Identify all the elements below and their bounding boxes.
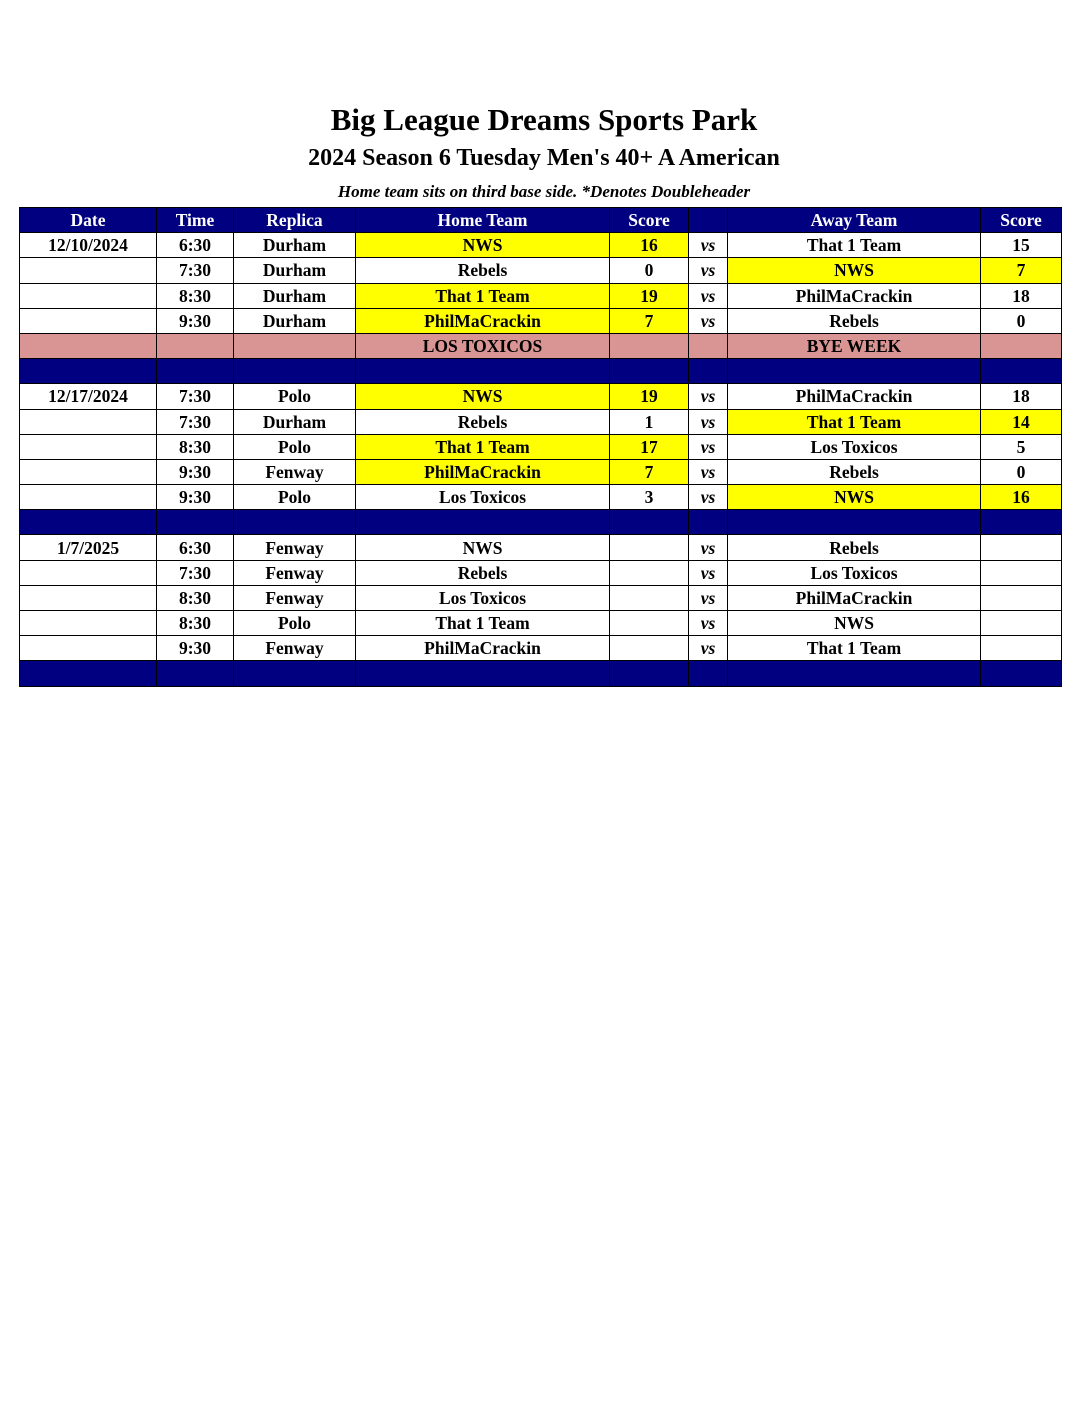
home-score: 0	[610, 258, 689, 283]
separator-cell	[610, 359, 689, 384]
away-score: 16	[981, 485, 1062, 510]
away-team: Los Toxicos	[728, 434, 981, 459]
home-team: PhilMaCrackin	[356, 308, 610, 333]
schedule-body	[20, 233, 1062, 686]
separator-cell	[728, 510, 981, 535]
header-date: Date	[20, 208, 157, 233]
home-score: 7	[610, 459, 689, 484]
separator-cell	[689, 661, 728, 686]
away-score: 18	[981, 283, 1062, 308]
page-title: Big League Dreams Sports Park	[330, 102, 758, 137]
game-time: 8:30	[157, 283, 234, 308]
game-field: Fenway	[234, 459, 356, 484]
game-date	[20, 409, 157, 434]
home-team: NWS	[356, 384, 610, 409]
game-time: 7:30	[157, 560, 234, 585]
game-date	[20, 308, 157, 333]
away-team: PhilMaCrackin	[728, 384, 981, 409]
home-score: 1	[610, 409, 689, 434]
home-score: 17	[610, 434, 689, 459]
game-time: 6:30	[157, 535, 234, 560]
table-header-row	[20, 208, 1062, 233]
home-score: 3	[610, 485, 689, 510]
away-score: 5	[981, 434, 1062, 459]
separator-cell	[689, 359, 728, 384]
game-date	[20, 434, 157, 459]
game-field: Fenway	[234, 535, 356, 560]
game-date	[20, 560, 157, 585]
vs-label: vs	[689, 308, 728, 333]
home-score	[610, 585, 689, 610]
away-score: 14	[981, 409, 1062, 434]
game-row	[20, 485, 1062, 510]
game-time: 8:30	[157, 585, 234, 610]
game-date	[20, 258, 157, 283]
separator-row	[20, 359, 1062, 384]
separator-cell	[728, 661, 981, 686]
away-team: That 1 Team	[728, 409, 981, 434]
schedule-table	[19, 207, 1062, 687]
game-row	[20, 434, 1062, 459]
game-field: Polo	[234, 384, 356, 409]
separator-cell	[20, 510, 157, 535]
game-row	[20, 308, 1062, 333]
vs-label: vs	[689, 434, 728, 459]
vs-label: vs	[689, 560, 728, 585]
bye-team: LOS TOXICOS	[356, 333, 610, 358]
game-row	[20, 409, 1062, 434]
bye-empty-cell	[981, 333, 1062, 358]
game-field: Fenway	[234, 560, 356, 585]
home-team: Rebels	[356, 258, 610, 283]
home-score	[610, 560, 689, 585]
separator-cell	[157, 510, 234, 535]
bye-week-row	[20, 333, 1062, 358]
game-time: 9:30	[157, 459, 234, 484]
game-date	[20, 585, 157, 610]
header-home-score: Score	[610, 208, 689, 233]
game-time: 7:30	[157, 258, 234, 283]
game-field: Polo	[234, 434, 356, 459]
separator-row	[20, 661, 1062, 686]
home-score	[610, 611, 689, 636]
game-date: 1/7/2025	[20, 535, 157, 560]
game-time: 9:30	[157, 485, 234, 510]
home-score: 19	[610, 283, 689, 308]
page-subtitle: 2024 Season 6 Tuesday Men's 40+ A American	[308, 145, 780, 171]
game-time: 7:30	[157, 384, 234, 409]
game-row	[20, 233, 1062, 258]
separator-cell	[20, 661, 157, 686]
game-field: Polo	[234, 611, 356, 636]
game-time: 8:30	[157, 611, 234, 636]
game-date	[20, 611, 157, 636]
separator-cell	[356, 661, 610, 686]
game-field: Polo	[234, 485, 356, 510]
game-field: Durham	[234, 283, 356, 308]
header-replica: Replica	[234, 208, 356, 233]
game-field: Durham	[234, 409, 356, 434]
header-away-score: Score	[981, 208, 1062, 233]
home-score: 19	[610, 384, 689, 409]
game-row	[20, 636, 1062, 661]
bye-label: BYE WEEK	[728, 333, 981, 358]
game-field: Durham	[234, 233, 356, 258]
separator-cell	[157, 359, 234, 384]
separator-cell	[234, 359, 356, 384]
header-home-team: Home Team	[356, 208, 610, 233]
game-row	[20, 459, 1062, 484]
separator-cell	[610, 510, 689, 535]
separator-cell	[728, 359, 981, 384]
game-date: 12/10/2024	[20, 233, 157, 258]
home-team: That 1 Team	[356, 434, 610, 459]
home-score	[610, 535, 689, 560]
separator-cell	[610, 661, 689, 686]
home-team: NWS	[356, 233, 610, 258]
game-row	[20, 283, 1062, 308]
separator-cell	[981, 661, 1062, 686]
away-team: NWS	[728, 485, 981, 510]
away-score	[981, 611, 1062, 636]
game-row	[20, 258, 1062, 283]
away-team: Los Toxicos	[728, 560, 981, 585]
away-score: 0	[981, 459, 1062, 484]
game-date	[20, 459, 157, 484]
separator-cell	[356, 510, 610, 535]
game-date	[20, 283, 157, 308]
away-score	[981, 535, 1062, 560]
game-row	[20, 384, 1062, 409]
game-date: 12/17/2024	[20, 384, 157, 409]
away-score: 0	[981, 308, 1062, 333]
away-score	[981, 585, 1062, 610]
home-score	[610, 636, 689, 661]
game-date	[20, 636, 157, 661]
away-score	[981, 560, 1062, 585]
away-team: NWS	[728, 258, 981, 283]
bye-empty-cell	[157, 333, 234, 358]
home-team: PhilMaCrackin	[356, 459, 610, 484]
separator-cell	[20, 359, 157, 384]
away-score: 15	[981, 233, 1062, 258]
vs-label: vs	[689, 283, 728, 308]
separator-cell	[356, 359, 610, 384]
vs-label: vs	[689, 459, 728, 484]
home-team: Rebels	[356, 409, 610, 434]
separator-cell	[234, 510, 356, 535]
vs-label: vs	[689, 409, 728, 434]
away-team: Rebels	[728, 308, 981, 333]
vs-label: vs	[689, 233, 728, 258]
away-score: 18	[981, 384, 1062, 409]
home-team: That 1 Team	[356, 283, 610, 308]
game-time: 9:30	[157, 308, 234, 333]
game-field: Fenway	[234, 585, 356, 610]
game-row	[20, 560, 1062, 585]
home-team: PhilMaCrackin	[356, 636, 610, 661]
away-team: PhilMaCrackin	[728, 585, 981, 610]
away-team: Rebels	[728, 535, 981, 560]
bye-empty-cell	[689, 333, 728, 358]
game-date	[20, 485, 157, 510]
game-row	[20, 611, 1062, 636]
home-team: Los Toxicos	[356, 485, 610, 510]
game-row	[20, 535, 1062, 560]
separator-cell	[157, 661, 234, 686]
game-field: Durham	[234, 258, 356, 283]
game-time: 7:30	[157, 409, 234, 434]
vs-label: vs	[689, 485, 728, 510]
header-vs	[689, 208, 728, 233]
home-team: Rebels	[356, 560, 610, 585]
game-row	[20, 585, 1062, 610]
home-score: 7	[610, 308, 689, 333]
separator-cell	[234, 661, 356, 686]
header-time: Time	[157, 208, 234, 233]
game-time: 8:30	[157, 434, 234, 459]
schedule-note: Home team sits on third base side. *Denotes Doubleheader	[337, 182, 751, 201]
away-team: Rebels	[728, 459, 981, 484]
separator-cell	[981, 359, 1062, 384]
vs-label: vs	[689, 535, 728, 560]
game-time: 9:30	[157, 636, 234, 661]
vs-label: vs	[689, 258, 728, 283]
vs-label: vs	[689, 611, 728, 636]
game-field: Fenway	[234, 636, 356, 661]
home-team: Los Toxicos	[356, 585, 610, 610]
home-team: That 1 Team	[356, 611, 610, 636]
bye-empty-cell	[234, 333, 356, 358]
game-time: 6:30	[157, 233, 234, 258]
vs-label: vs	[689, 585, 728, 610]
home-team: NWS	[356, 535, 610, 560]
vs-label: vs	[689, 636, 728, 661]
away-team: NWS	[728, 611, 981, 636]
away-score: 7	[981, 258, 1062, 283]
away-team: PhilMaCrackin	[728, 283, 981, 308]
bye-empty-cell	[610, 333, 689, 358]
separator-cell	[689, 510, 728, 535]
game-field: Durham	[234, 308, 356, 333]
away-score	[981, 636, 1062, 661]
separator-row	[20, 510, 1062, 535]
separator-cell	[981, 510, 1062, 535]
home-score: 16	[610, 233, 689, 258]
away-team: That 1 Team	[728, 233, 981, 258]
header-away-team: Away Team	[728, 208, 981, 233]
vs-label: vs	[689, 384, 728, 409]
away-team: That 1 Team	[728, 636, 981, 661]
bye-empty-cell	[20, 333, 157, 358]
